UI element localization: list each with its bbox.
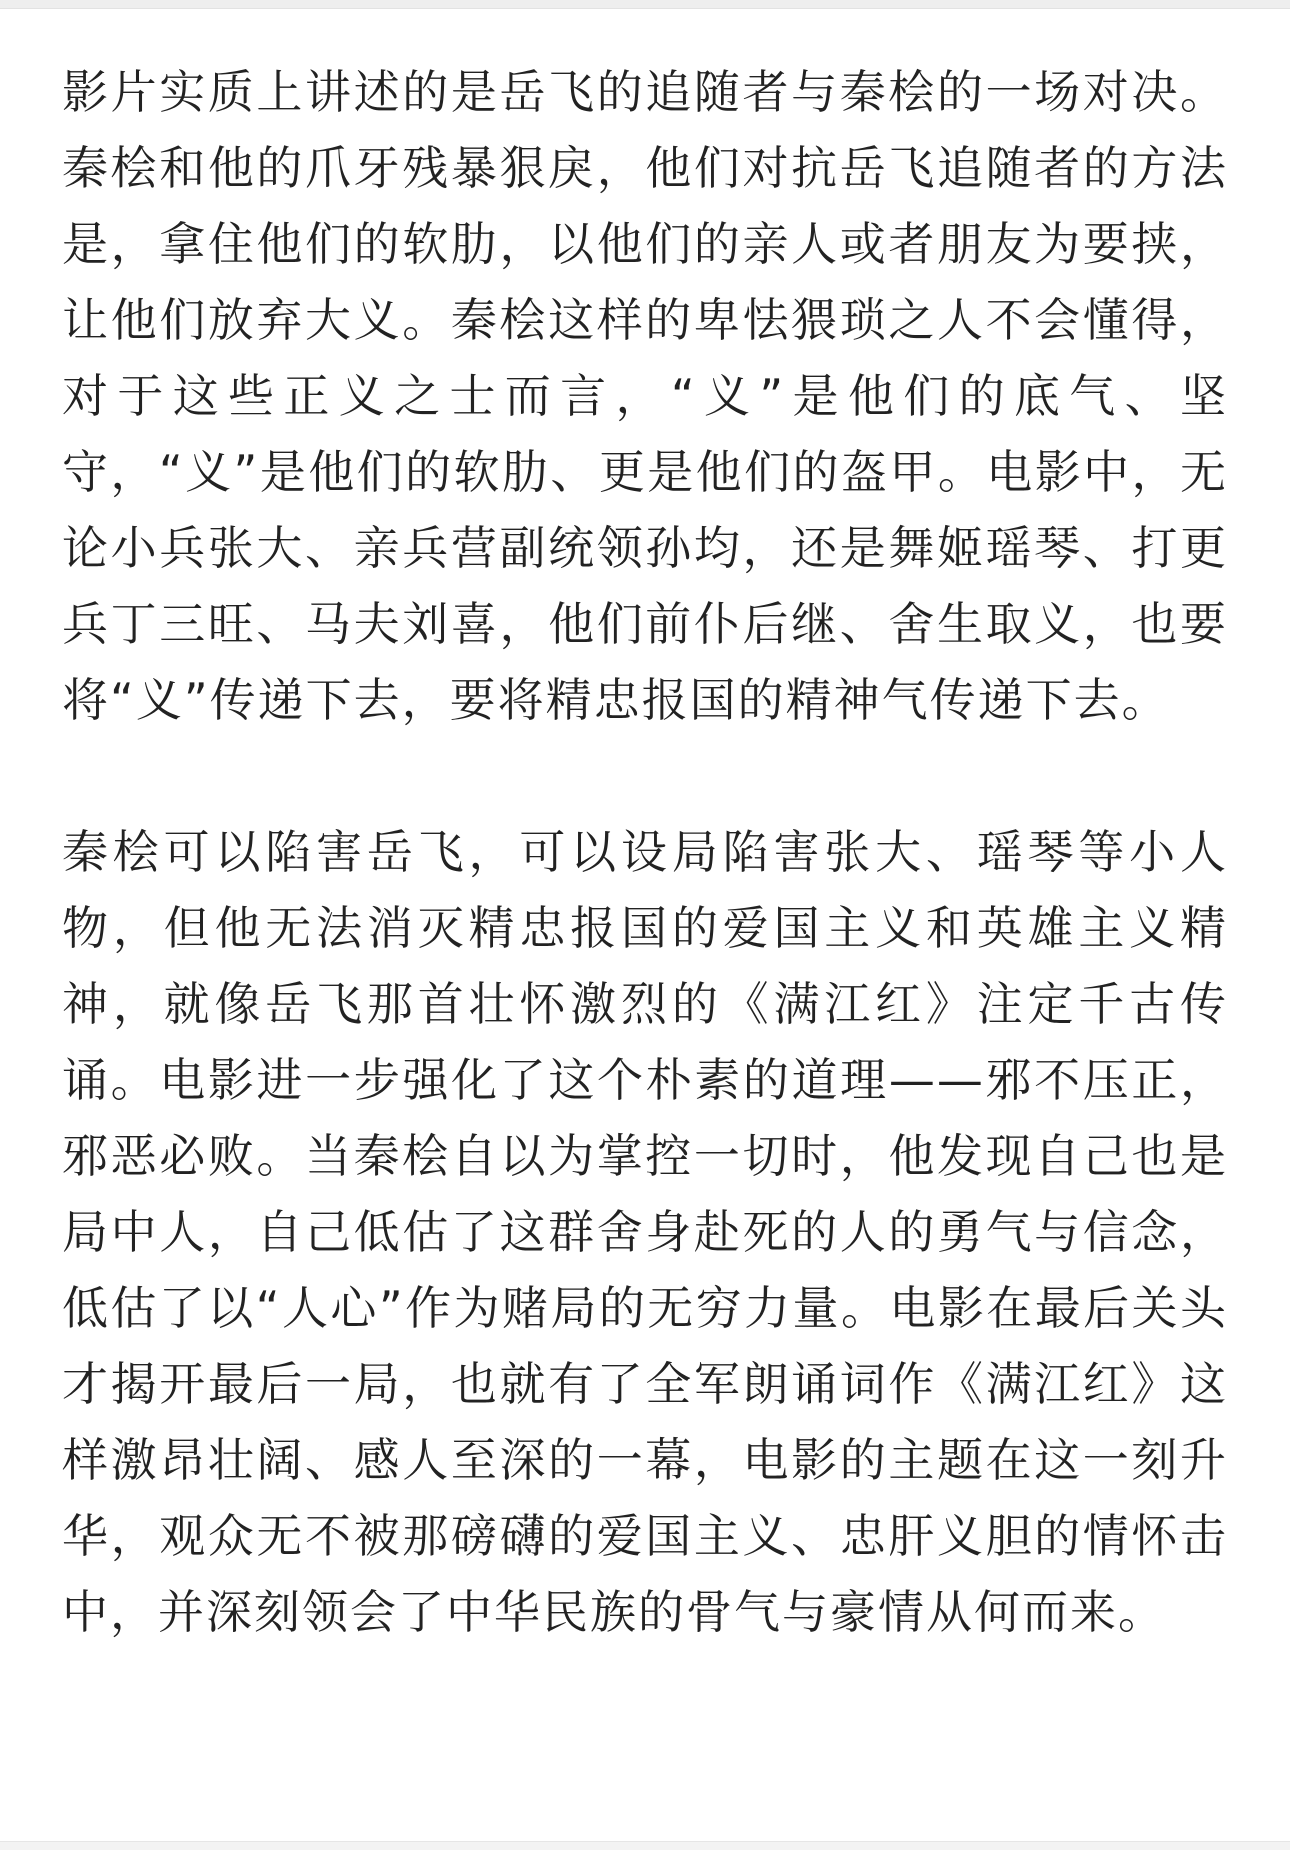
article-body [62, 54, 1228, 1650]
article-paragraph-1: 影片实质上讲述的是岳飞的追随者与秦桧的一场对决。秦桧和他的爪牙残暴狠戾，他们对抗岳飞追随者的方法是，拿住他们的软肋，以他们的亲人或者朋友为要挟，让他们放弃大义。秦桧这样的卑怯猥琐之人不会懂得，对于这些正义之士而言，“义”是他们的底气、坚守，“义”是他们的软肋、更是他们的盔甲。电影中，无论小兵张大、亲兵营副统领孙均，还是舞姬瑶琴、打更兵丁三旺、马夫刘喜，他们前仆后继、舍生取义，也要将“义”传递下去，要将精忠报国的精神气传递下去。 [62, 65, 1228, 727]
article-paragraph-2: 秦桧可以陷害岳飞，可以设局陷害张大、瑶琴等小人物，但他无法消灭精忠报国的爱国主义和英雄主义精神，就像岳飞那首壮怀激烈的《满江红》注定千古传诵。电影进一步强化了这个朴素的道理——邪不压正，邪恶必败。当秦桧自以为掌控一切时，他发现自己也是局中人，自己低估了这群舍身赴死的人的勇气与信念，低估了以“人心”作为赌局的无穷力量。电影在最后关头才揭开最后一局，也就有了全军朗诵词作《满江红》这样激昂壮阔、感人至深的一幕，电影的主题在这一刻升华，观众无不被那磅礴的爱国主义、忠肝义胆的情怀击中，并深刻领会了中华民族的骨气与豪情从何而来。 [62, 825, 1228, 1639]
top-divider [0, 0, 1290, 9]
bottom-divider [0, 1841, 1290, 1850]
